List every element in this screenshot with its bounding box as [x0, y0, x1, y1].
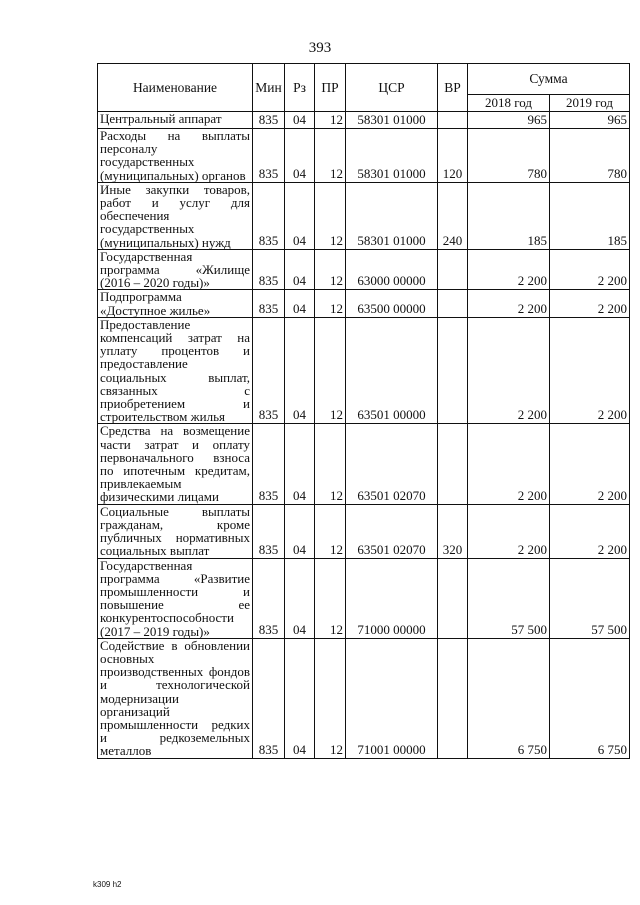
header-name: Наименование: [98, 64, 253, 112]
cell-rz: 04: [285, 249, 315, 290]
cell-sum-2018: 965: [468, 112, 550, 129]
cell-rz: 04: [285, 129, 315, 183]
table-body: [98, 112, 630, 759]
cell-sum-2018: 780: [468, 129, 550, 183]
cell-name: Содействие в обновлении основных производственных фондов и технологической модернизации организаций промышленности редких и редкоземельных металлов: [98, 638, 253, 758]
cell-vr: [438, 424, 468, 504]
cell-csr: 58301 01000: [346, 112, 438, 129]
cell-pr: 12: [315, 112, 346, 129]
header-min: Мин: [253, 64, 285, 112]
table-row: [98, 638, 630, 758]
cell-pr: 12: [315, 290, 346, 317]
cell-name: Иные закупки товаров, работ и услуг для обеспечения государственных (муниципальных) нужд: [98, 182, 253, 249]
cell-rz: 04: [285, 424, 315, 504]
table-header-row: [98, 64, 630, 95]
footer-code: k309 h2: [93, 880, 122, 889]
cell-vr: 240: [438, 182, 468, 249]
cell-vr: [438, 112, 468, 129]
cell-sum-2019: 2 200: [550, 504, 630, 558]
cell-name: Расходы на выплаты персоналу государственных (муниципальных) органов: [98, 129, 253, 183]
cell-name: Государственная программа «Развитие промышленности и повышение ее конкурентоспособности (2017 – 2019 годы)»: [98, 558, 253, 638]
cell-pr: 12: [315, 182, 346, 249]
cell-vr: 320: [438, 504, 468, 558]
cell-csr: 71000 00000: [346, 558, 438, 638]
budget-table: [97, 63, 630, 759]
cell-csr: 63501 02070: [346, 504, 438, 558]
cell-min: 835: [253, 424, 285, 504]
cell-sum-2019: 2 200: [550, 424, 630, 504]
cell-pr: 12: [315, 129, 346, 183]
cell-sum-2018: 185: [468, 182, 550, 249]
cell-csr: 71001 00000: [346, 638, 438, 758]
header-rz: Рз: [285, 64, 315, 112]
cell-sum-2018: 57 500: [468, 558, 550, 638]
cell-name: Средства на возмещение части затрат и оплату первоначального взноса по ипотечным кредитам, привлекаемым физическими лицами: [98, 424, 253, 504]
cell-sum-2019: 780: [550, 129, 630, 183]
cell-min: 835: [253, 112, 285, 129]
table-row: [98, 558, 630, 638]
table-row: [98, 182, 630, 249]
cell-name: Центральный аппарат: [98, 112, 253, 129]
cell-sum-2018: 2 200: [468, 504, 550, 558]
cell-sum-2018: 2 200: [468, 317, 550, 424]
table-row: [98, 504, 630, 558]
cell-sum-2019: 57 500: [550, 558, 630, 638]
cell-vr: [438, 249, 468, 290]
cell-min: 835: [253, 182, 285, 249]
table-row: [98, 424, 630, 504]
cell-sum-2019: 2 200: [550, 290, 630, 317]
table-row: [98, 249, 630, 290]
cell-sum-2019: 2 200: [550, 249, 630, 290]
cell-pr: 12: [315, 317, 346, 424]
cell-rz: 04: [285, 504, 315, 558]
cell-vr: 120: [438, 129, 468, 183]
header-csr: ЦСР: [346, 64, 438, 112]
table-row: [98, 112, 630, 129]
header-year-2018: 2018 год: [468, 95, 550, 112]
cell-rz: 04: [285, 558, 315, 638]
cell-csr: 58301 01000: [346, 182, 438, 249]
cell-min: 835: [253, 290, 285, 317]
cell-pr: 12: [315, 558, 346, 638]
cell-vr: [438, 558, 468, 638]
cell-rz: 04: [285, 638, 315, 758]
cell-sum-2019: 185: [550, 182, 630, 249]
cell-name: Предоставление компенсаций затрат на уплату процентов и предоставление социальных выплат, связанных с приобретением и строительством жилья: [98, 317, 253, 424]
cell-rz: 04: [285, 182, 315, 249]
table-row: [98, 317, 630, 424]
cell-name: Государственная программа «Жилище (2016 – 2020 годы)»: [98, 249, 253, 290]
header-vr: ВР: [438, 64, 468, 112]
table-row: [98, 290, 630, 317]
cell-sum-2019: 6 750: [550, 638, 630, 758]
cell-csr: 63500 00000: [346, 290, 438, 317]
cell-name: Социальные выплаты гражданам, кроме публичных нормативных социальных выплат: [98, 504, 253, 558]
cell-vr: [438, 290, 468, 317]
cell-sum-2019: 965: [550, 112, 630, 129]
cell-min: 835: [253, 129, 285, 183]
cell-rz: 04: [285, 112, 315, 129]
cell-rz: 04: [285, 317, 315, 424]
header-sum: Сумма: [468, 64, 630, 95]
cell-sum-2019: 2 200: [550, 317, 630, 424]
cell-csr: 63000 00000: [346, 249, 438, 290]
cell-min: 835: [253, 558, 285, 638]
cell-pr: 12: [315, 249, 346, 290]
cell-sum-2018: 6 750: [468, 638, 550, 758]
header-year-2019: 2019 год: [550, 95, 630, 112]
cell-csr: 63501 00000: [346, 317, 438, 424]
cell-name: Подпрограмма «Доступное жилье»: [98, 290, 253, 317]
page-number: 393: [308, 40, 332, 56]
cell-min: 835: [253, 317, 285, 424]
cell-vr: [438, 638, 468, 758]
cell-min: 835: [253, 249, 285, 290]
cell-sum-2018: 2 200: [468, 424, 550, 504]
table-row: [98, 129, 630, 183]
header-pr: ПР: [315, 64, 346, 112]
cell-pr: 12: [315, 504, 346, 558]
cell-min: 835: [253, 504, 285, 558]
cell-vr: [438, 317, 468, 424]
cell-csr: 58301 01000: [346, 129, 438, 183]
cell-pr: 12: [315, 638, 346, 758]
cell-pr: 12: [315, 424, 346, 504]
cell-rz: 04: [285, 290, 315, 317]
cell-min: 835: [253, 638, 285, 758]
cell-csr: 63501 02070: [346, 424, 438, 504]
cell-sum-2018: 2 200: [468, 290, 550, 317]
cell-sum-2018: 2 200: [468, 249, 550, 290]
